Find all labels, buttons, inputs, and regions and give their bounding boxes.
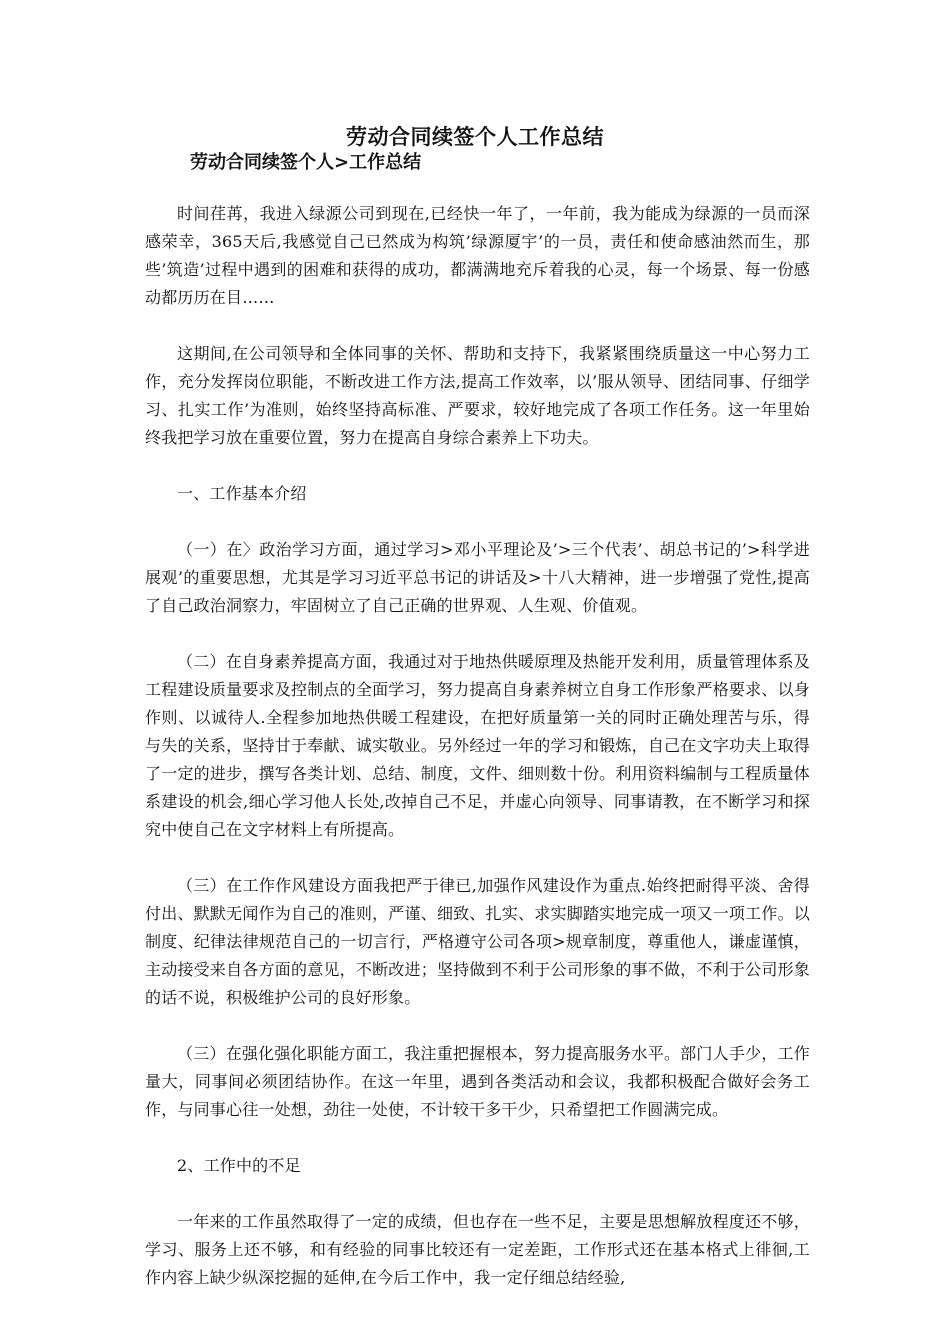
document-title: 劳动合同续签个人工作总结 <box>346 125 604 149</box>
paragraph-work-style: （三）在工作作风建设方面我把严于律已,加强作风建设作为重点.始终把耐得平淡、舍得付出、默默无闻作为自己的准则，严谨、细致、扎实、求实脚踏实地完成一项又一项工作。以制度、纪律法律规范自己的一切言行，严格遵守公司各项>规章制度，尊重他人，谦虚谨慎，主动接受来自各方面的意见，不断改进；坚持做到不利于公司形象的事不做，不利于公司形象的话不说，积极维护公司的良好形象。 <box>145 876 810 1007</box>
document-subtitle: 劳动合同续签个人>工作总结 <box>190 152 422 173</box>
paragraph-overview: 这期间,在公司领导和全体同事的关怀、帮助和支持下，我紧紧围绕质量这一中心努力工作，充分发挥岗位职能，不断改进工作方法,提高工作效率，以’服从领导、团结同事、仔细学习、扎实工作’为准则，始终坚持高标准、严要求，较好地完成了各项工作任务。这一年里始终我把学习放在重要位置，努力在提高自身综合素养上下功夫。 <box>145 344 810 447</box>
paragraph-political-study: （一）在〉政治学习方面，通过学习>邓小平理论及’>三个代表’、胡总书记的’>科学进展观’的重要思想，尤其是学习习近平总书记的讲话及>十八大精神，进一步增强了党性,提高了自己政治洞察力，牢固树立了自己正确的世界观、人生观、价值观。 <box>145 540 810 615</box>
paragraph-intro: 时间荏苒，我进入绿源公司到现在,已经快一年了，一年前，我为能成为绿源的一员而深感荣幸，365天后,我感觉自己已然成为构筑’绿源厦宇’的一员，责任和使命感油然而生，那些’筑造’过程中遇到的困难和获得的成功，都满满地充斥着我的心灵，每一个场景、每一份感动都历历在目…… <box>145 204 810 307</box>
paragraph-shortcomings: 一年来的工作虽然取得了一定的成绩，但也存在一些不足，主要是思想解放程度还不够，学习、服务上还不够，和有经验的同事比较还有一定差距，工作形式还在基本格式上徘徊,工作内容上缺少纵深挖掘的延伸,在今后工作中，我一定仔细总结经验, <box>145 1212 810 1287</box>
section-heading-shortcomings: 2、工作中的不足 <box>177 1156 301 1175</box>
paragraph-function-strengthening: （三）在强化强化职能方面工，我注重把握根本，努力提高服务水平。部门人手少，工作量大，同事间必须团结协作。在这一年里，遇到各类活动和会议，我都积极配合做好会务工作，与同事心往一处想，劲往一处使，不计较干多干少，只希望把工作圆满完成。 <box>145 1044 810 1119</box>
section-heading-work-intro: 一、工作基本介绍 <box>177 484 307 503</box>
paragraph-self-improvement: （二）在自身素养提高方面，我通过对于地热供暖原理及热能开发利用，质量管理体系及工程建设质量要求及控制点的全面学习，努力提高自身素养树立自身工作形象严格要求、以身作则、以诚待人.全程参加地热供暖工程建设，在把好质量第一关的同时正确处理苦与乐，得与失的关系，坚持甘于奉献、诚实敬业。另外经过一年的学习和锻炼，自己在文字功夫上取得了一定的进步，撰写各类计划、总结、制度，文件、细则数十份。利用资料编制与工程质量体系建设的机会,细心学习他人长处,改掉自己不足，并虚心向领导、同事请教，在不断学习和探究中使自己在文字材料上有所提高。 <box>145 652 810 839</box>
document-body <box>145 200 810 1292</box>
